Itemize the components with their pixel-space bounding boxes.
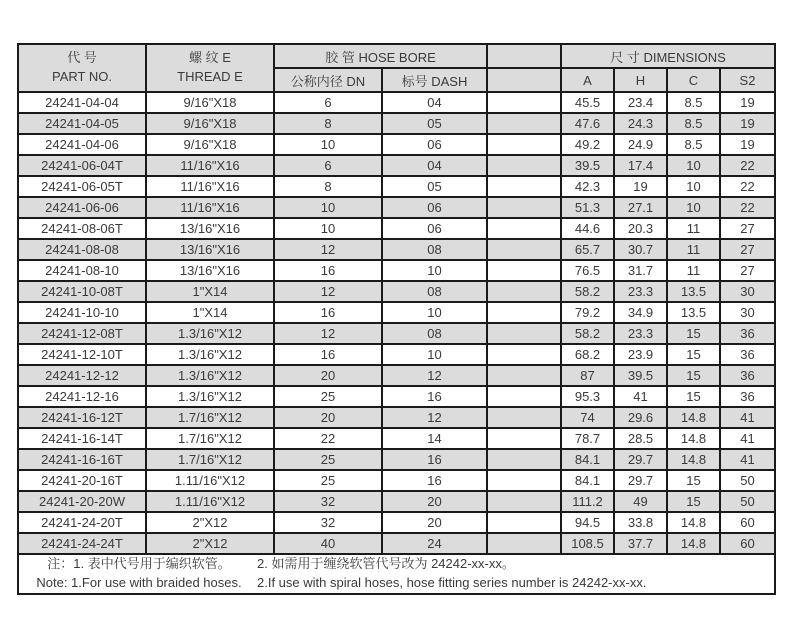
cell-spacer: [487, 386, 561, 407]
cell-dim-c: 15: [667, 344, 720, 365]
cell-thread: 1.11/16"X12: [146, 470, 274, 491]
cell-dn: 12: [274, 239, 382, 260]
cell-spacer: [487, 365, 561, 386]
cell-thread: 13/16"X16: [146, 239, 274, 260]
table-row: [18, 239, 775, 260]
cell-dim-c: 13.5: [667, 281, 720, 302]
cell-dim-h: 28.5: [614, 428, 667, 449]
cell-dim-c: 15: [667, 323, 720, 344]
cell-part-no: 24241-12-10T: [18, 344, 146, 365]
cell-part-no: 24241-06-05T: [18, 176, 146, 197]
cell-dn: 20: [274, 407, 382, 428]
table-row: [18, 449, 775, 470]
cell-spacer: [487, 407, 561, 428]
table-row: [18, 302, 775, 323]
table-row: [18, 260, 775, 281]
cell-dim-c: 11: [667, 239, 720, 260]
cell-dash: 04: [382, 155, 487, 176]
cell-dash: 10: [382, 344, 487, 365]
note-line-zh: [21, 555, 772, 574]
cell-dim-h: 34.9: [614, 302, 667, 323]
notes-cell: [18, 554, 775, 594]
table-row: [18, 428, 775, 449]
cell-dim-s2: 36: [720, 344, 775, 365]
cell-dash: 05: [382, 176, 487, 197]
cell-thread: 11/16"X16: [146, 176, 274, 197]
fitting-spec-table: [17, 43, 776, 595]
cell-dim-a: 68.2: [561, 344, 614, 365]
cell-dash: 16: [382, 386, 487, 407]
cell-dim-c: 10: [667, 176, 720, 197]
cell-dim-a: 49.2: [561, 134, 614, 155]
cell-thread: 11/16"X16: [146, 155, 274, 176]
cell-dn: 25: [274, 386, 382, 407]
cell-dim-a: 65.7: [561, 239, 614, 260]
cell-dim-a: 84.1: [561, 449, 614, 470]
table-row: [18, 281, 775, 302]
cell-dim-h: 39.5: [614, 365, 667, 386]
cell-dash: 06: [382, 134, 487, 155]
cell-dim-h: 23.4: [614, 92, 667, 113]
table-row: [18, 323, 775, 344]
cell-dim-s2: 60: [720, 512, 775, 533]
cell-dim-s2: 30: [720, 281, 775, 302]
header-hose-bore-group: 胶 管 HOSE BORE: [274, 44, 487, 68]
cell-dash: 06: [382, 197, 487, 218]
header-part-no: [18, 44, 146, 92]
cell-spacer: [487, 344, 561, 365]
cell-dash: 20: [382, 491, 487, 512]
cell-part-no: 24241-12-16: [18, 386, 146, 407]
cell-thread: 2"X12: [146, 512, 274, 533]
cell-dim-s2: 27: [720, 239, 775, 260]
cell-part-no: 24241-20-16T: [18, 470, 146, 491]
table-row: [18, 155, 775, 176]
note-en-2: 2.If use with spiral hoses, hose fitting series number is 24242-xx-xx.: [257, 575, 647, 590]
header-thread-zh: 螺 纹 E: [189, 50, 231, 66]
cell-dn: 20: [274, 365, 382, 386]
cell-dim-c: 15: [667, 365, 720, 386]
cell-spacer: [487, 92, 561, 113]
cell-dim-h: 23.3: [614, 323, 667, 344]
cell-dn: 12: [274, 323, 382, 344]
cell-thread: 9/16"X18: [146, 134, 274, 155]
cell-dim-h: 37.7: [614, 533, 667, 554]
cell-spacer: [487, 302, 561, 323]
header-dim-a: A: [561, 68, 614, 92]
cell-dim-a: 58.2: [561, 323, 614, 344]
table-row: [18, 512, 775, 533]
cell-spacer: [487, 449, 561, 470]
cell-dn: 32: [274, 491, 382, 512]
cell-part-no: 24241-08-08: [18, 239, 146, 260]
header-dimensions-group: 尺 寸 DIMENSIONS: [561, 44, 775, 68]
cell-dash: 04: [382, 92, 487, 113]
cell-dn: 8: [274, 176, 382, 197]
table-row: [18, 113, 775, 134]
cell-part-no: 24241-16-16T: [18, 449, 146, 470]
cell-dn: 16: [274, 260, 382, 281]
cell-spacer: [487, 113, 561, 134]
cell-thread: 1.3/16"X12: [146, 365, 274, 386]
cell-dim-c: 8.5: [667, 134, 720, 155]
cell-dim-h: 17.4: [614, 155, 667, 176]
cell-spacer: [487, 491, 561, 512]
cell-dash: 16: [382, 470, 487, 491]
table-header: [18, 44, 775, 92]
header-dim-c: C: [667, 68, 720, 92]
cell-dim-s2: 19: [720, 92, 775, 113]
header-dn: 公称内径 DN: [274, 68, 382, 92]
cell-thread: 1.11/16"X12: [146, 491, 274, 512]
cell-dn: 16: [274, 344, 382, 365]
cell-dim-s2: 22: [720, 197, 775, 218]
cell-dn: 8: [274, 113, 382, 134]
cell-dim-c: 14.8: [667, 407, 720, 428]
cell-thread: 1"X14: [146, 302, 274, 323]
table-row: [18, 344, 775, 365]
header-dim-s2: S2: [720, 68, 775, 92]
cell-thread: 1"X14: [146, 281, 274, 302]
cell-dn: 22: [274, 428, 382, 449]
cell-dn: 10: [274, 197, 382, 218]
cell-dim-c: 8.5: [667, 113, 720, 134]
cell-dash: 08: [382, 239, 487, 260]
cell-dn: 10: [274, 218, 382, 239]
note-zh-1: 注：1. 表中代号用于编织软管。: [47, 556, 231, 572]
cell-dn: 25: [274, 470, 382, 491]
cell-spacer: [487, 218, 561, 239]
cell-spacer: [487, 323, 561, 344]
cell-dim-a: 47.6: [561, 113, 614, 134]
cell-dim-h: 29.7: [614, 449, 667, 470]
cell-dim-h: 23.3: [614, 281, 667, 302]
header-dim-h: H: [614, 68, 667, 92]
notes-row: [18, 554, 775, 594]
cell-dim-h: 27.1: [614, 197, 667, 218]
table-row: [18, 176, 775, 197]
cell-thread: 9/16"X18: [146, 113, 274, 134]
cell-dim-c: 11: [667, 218, 720, 239]
cell-part-no: 24241-04-04: [18, 92, 146, 113]
table-row: [18, 365, 775, 386]
cell-dim-h: 24.3: [614, 113, 667, 134]
cell-dash: 05: [382, 113, 487, 134]
cell-spacer: [487, 281, 561, 302]
cell-dim-s2: 50: [720, 470, 775, 491]
cell-dash: 24: [382, 533, 487, 554]
cell-dim-s2: 36: [720, 365, 775, 386]
cell-thread: 2"X12: [146, 533, 274, 554]
cell-dim-h: 19: [614, 176, 667, 197]
cell-dim-a: 42.3: [561, 176, 614, 197]
table-row: [18, 491, 775, 512]
note-zh-2: 2. 如需用于缠绕软管代号改为 24242-xx-xx。: [257, 556, 515, 572]
header-part-no-en: PART NO.: [52, 69, 112, 84]
header-thread-en: THREAD E: [177, 69, 243, 84]
cell-part-no: 24241-10-08T: [18, 281, 146, 302]
cell-thread: 9/16"X18: [146, 92, 274, 113]
cell-part-no: 24241-04-06: [18, 134, 146, 155]
cell-thread: 11/16"X16: [146, 197, 274, 218]
cell-dim-a: 94.5: [561, 512, 614, 533]
cell-dim-h: 33.8: [614, 512, 667, 533]
cell-thread: 1.3/16"X12: [146, 344, 274, 365]
cell-dim-a: 58.2: [561, 281, 614, 302]
table-body: [18, 92, 775, 554]
cell-spacer: [487, 155, 561, 176]
table-row: [18, 386, 775, 407]
cell-dash: 12: [382, 407, 487, 428]
cell-spacer: [487, 470, 561, 491]
cell-dim-h: 23.9: [614, 344, 667, 365]
cell-part-no: 24241-16-14T: [18, 428, 146, 449]
cell-dn: 10: [274, 134, 382, 155]
cell-dim-c: 8.5: [667, 92, 720, 113]
cell-dim-a: 78.7: [561, 428, 614, 449]
cell-dn: 16: [274, 302, 382, 323]
cell-dim-a: 95.3: [561, 386, 614, 407]
cell-dim-s2: 36: [720, 386, 775, 407]
cell-dim-h: 29.7: [614, 470, 667, 491]
cell-part-no: 24241-12-12: [18, 365, 146, 386]
cell-part-no: 24241-06-06: [18, 197, 146, 218]
cell-thread: 13/16"X16: [146, 260, 274, 281]
cell-dim-h: 29.6: [614, 407, 667, 428]
cell-thread: 13/16"X16: [146, 218, 274, 239]
cell-part-no: 24241-24-24T: [18, 533, 146, 554]
cell-dim-c: 15: [667, 491, 720, 512]
header-dash: 标号 DASH: [382, 68, 487, 92]
cell-dim-s2: 27: [720, 260, 775, 281]
cell-spacer: [487, 533, 561, 554]
cell-dn: 40: [274, 533, 382, 554]
table-row: [18, 197, 775, 218]
cell-dash: 10: [382, 302, 487, 323]
cell-dim-c: 14.8: [667, 512, 720, 533]
cell-dim-c: 11: [667, 260, 720, 281]
cell-part-no: 24241-16-12T: [18, 407, 146, 428]
note-line-en: [21, 574, 772, 593]
cell-dim-s2: 30: [720, 302, 775, 323]
table-row: [18, 218, 775, 239]
table-row: [18, 533, 775, 554]
cell-part-no: 24241-08-10: [18, 260, 146, 281]
cell-dim-a: 45.5: [561, 92, 614, 113]
cell-dim-a: 79.2: [561, 302, 614, 323]
cell-dn: 6: [274, 155, 382, 176]
table-row: [18, 407, 775, 428]
cell-dn: 6: [274, 92, 382, 113]
cell-dim-c: 14.8: [667, 449, 720, 470]
cell-dn: 12: [274, 281, 382, 302]
cell-dim-s2: 27: [720, 218, 775, 239]
cell-dim-s2: 41: [720, 428, 775, 449]
cell-spacer: [487, 428, 561, 449]
cell-dim-c: 13.5: [667, 302, 720, 323]
header-row-groups: [18, 44, 775, 68]
cell-dn: 25: [274, 449, 382, 470]
cell-dash: 14: [382, 428, 487, 449]
cell-part-no: 24241-24-20T: [18, 512, 146, 533]
cell-dim-h: 31.7: [614, 260, 667, 281]
cell-dim-a: 76.5: [561, 260, 614, 281]
table-row: [18, 470, 775, 491]
cell-dim-a: 108.5: [561, 533, 614, 554]
cell-dim-s2: 22: [720, 155, 775, 176]
cell-dim-h: 20.3: [614, 218, 667, 239]
cell-dim-s2: 50: [720, 491, 775, 512]
cell-dim-s2: 19: [720, 134, 775, 155]
table-row: [18, 134, 775, 155]
cell-dim-s2: 41: [720, 449, 775, 470]
cell-spacer: [487, 239, 561, 260]
cell-dim-h: 24.9: [614, 134, 667, 155]
cell-spacer: [487, 134, 561, 155]
header-thread: [146, 44, 274, 92]
cell-thread: 1.3/16"X12: [146, 386, 274, 407]
cell-thread: 1.7/16"X12: [146, 428, 274, 449]
cell-dim-c: 14.8: [667, 533, 720, 554]
cell-dim-a: 74: [561, 407, 614, 428]
cell-part-no: 24241-20-20W: [18, 491, 146, 512]
cell-dim-a: 84.1: [561, 470, 614, 491]
header-spacer-bottom: [487, 68, 561, 92]
header-spacer-top: [487, 44, 561, 68]
cell-dash: 20: [382, 512, 487, 533]
cell-dim-c: 10: [667, 197, 720, 218]
cell-dim-a: 44.6: [561, 218, 614, 239]
cell-dash: 08: [382, 281, 487, 302]
cell-dim-s2: 22: [720, 176, 775, 197]
cell-dim-a: 87: [561, 365, 614, 386]
cell-spacer: [487, 260, 561, 281]
cell-dash: 16: [382, 449, 487, 470]
cell-dash: 10: [382, 260, 487, 281]
cell-dim-c: 10: [667, 155, 720, 176]
cell-dash: 12: [382, 365, 487, 386]
table-row: [18, 92, 775, 113]
cell-dim-c: 15: [667, 470, 720, 491]
cell-dim-h: 49: [614, 491, 667, 512]
cell-dash: 08: [382, 323, 487, 344]
cell-spacer: [487, 197, 561, 218]
cell-dim-h: 30.7: [614, 239, 667, 260]
table-footer: [18, 554, 775, 594]
cell-thread: 1.3/16"X12: [146, 323, 274, 344]
cell-spacer: [487, 176, 561, 197]
cell-dim-h: 41: [614, 386, 667, 407]
cell-part-no: 24241-04-05: [18, 113, 146, 134]
cell-spacer: [487, 512, 561, 533]
cell-thread: 1.7/16"X12: [146, 407, 274, 428]
cell-part-no: 24241-12-08T: [18, 323, 146, 344]
cell-dash: 06: [382, 218, 487, 239]
note-en-1: Note: 1.For use with braided hoses.: [36, 575, 242, 590]
cell-dim-a: 51.3: [561, 197, 614, 218]
cell-dim-s2: 36: [720, 323, 775, 344]
cell-part-no: 24241-10-10: [18, 302, 146, 323]
cell-dim-s2: 41: [720, 407, 775, 428]
cell-dn: 32: [274, 512, 382, 533]
cell-dim-c: 15: [667, 386, 720, 407]
cell-dim-a: 39.5: [561, 155, 614, 176]
cell-dim-a: 111.2: [561, 491, 614, 512]
header-part-no-zh: 代 号: [67, 50, 97, 66]
cell-thread: 1.7/16"X12: [146, 449, 274, 470]
cell-dim-s2: 60: [720, 533, 775, 554]
cell-part-no: 24241-08-06T: [18, 218, 146, 239]
cell-dim-c: 14.8: [667, 428, 720, 449]
cell-part-no: 24241-06-04T: [18, 155, 146, 176]
cell-dim-s2: 19: [720, 113, 775, 134]
